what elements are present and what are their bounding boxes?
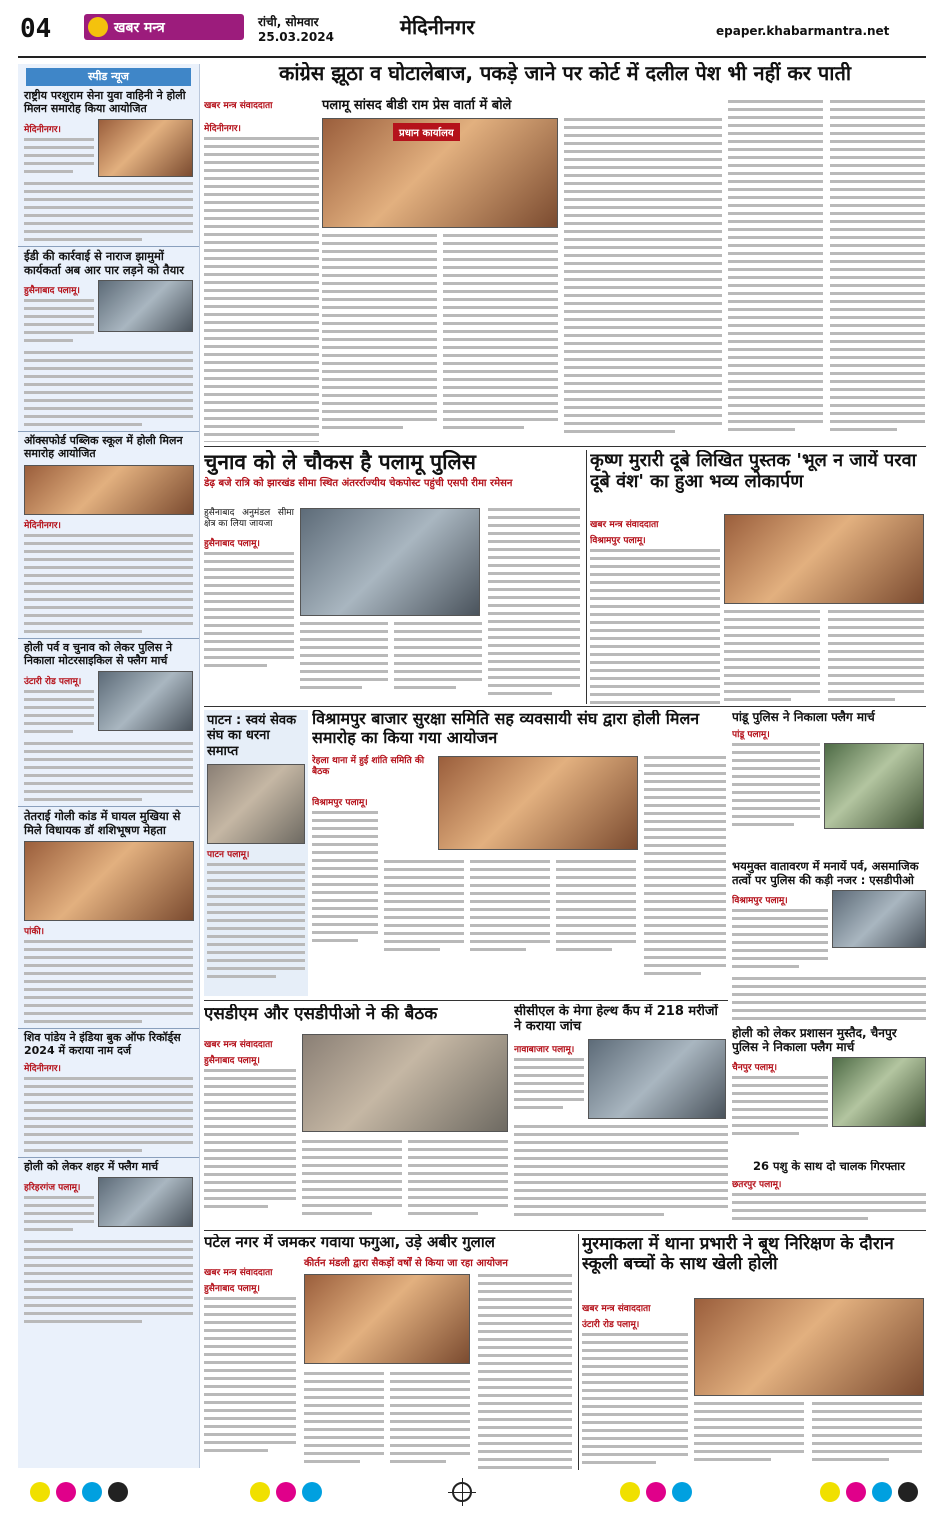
story-headline: कृष्ण मुरारी दूबे लिखित पुस्तक 'भूल न जायें परवा दूबे वंश' का हुआ भव्य लोकार्पण xyxy=(590,450,917,493)
article-text xyxy=(732,743,820,831)
story-dateline: उंटारी रोड पलामू। xyxy=(582,1320,640,1330)
story-dateline: विश्रामपुर पलामू। xyxy=(312,798,368,808)
masthead xyxy=(0,0,945,58)
masthead-rule xyxy=(18,56,926,58)
article-photo xyxy=(724,514,924,604)
brand-logo xyxy=(84,14,244,40)
article-text xyxy=(24,299,94,342)
story-headline: होली को लेकर प्रशासन मुस्तैद, चैनपुर पुलिस ने निकाला फ्लैग मार्च xyxy=(732,1026,897,1055)
story-headline: पटेल नगर में जमकर गवाया फगुआ, उड़े अबीर गुलाल xyxy=(204,1234,495,1251)
article-text xyxy=(470,860,550,956)
article-text xyxy=(394,622,482,694)
edition-name: मेदिनीनगर xyxy=(400,15,475,39)
column-divider xyxy=(586,450,587,704)
registration-dot xyxy=(250,1482,270,1502)
page-number: 04 xyxy=(20,14,52,44)
story-subhead: कीर्तन मंडली द्वारा सैकड़ों वर्षों से किया जा रहा आयोजन xyxy=(304,1258,508,1269)
story-headline: एसडीएम और एसडीपीओ ने की बैठक xyxy=(204,1004,438,1024)
article-photo xyxy=(588,1039,726,1119)
article-photo xyxy=(98,280,193,332)
story-dateline: हुसैनाबाद पलामू। xyxy=(204,1284,260,1294)
sidebar-story-headline: ईडी की कार्रवाई से नाराज झामुमों कार्यकर्ता अब आर पार लड़ने को तैयार xyxy=(24,248,184,277)
article-photo xyxy=(304,1274,470,1364)
story-kicker: रेहला थाना में हुई शांति समिति की बैठक xyxy=(312,756,425,777)
story-vishrampur-holi xyxy=(312,710,728,996)
article-text xyxy=(312,811,378,942)
story-sidebar-note: हुसैनाबाद अनुमंडल सीमा क्षेत्र का लिया जायजा xyxy=(204,508,294,529)
registration-dot xyxy=(56,1482,76,1502)
sidebar-story-headline: तेतराई गोली कांड में घायल मुखिया से मिले विधायक डॉ शशिभूषण मेहता xyxy=(24,808,181,837)
article-text xyxy=(24,1077,193,1152)
article-text xyxy=(514,1125,728,1216)
article-text xyxy=(732,977,926,1020)
article-photo xyxy=(300,508,480,616)
article-text xyxy=(302,1140,402,1220)
article-text xyxy=(24,534,193,633)
story-patan-dharna xyxy=(204,710,308,996)
registration-dot xyxy=(872,1482,892,1502)
lead-story xyxy=(204,96,724,442)
story-dateline: छतरपुर पलामू। xyxy=(732,1179,782,1190)
sidebar-story-4 xyxy=(18,638,199,801)
article-text xyxy=(204,1297,296,1452)
article-text xyxy=(24,690,94,733)
story-patel-nagar-phagua xyxy=(204,1234,574,1470)
sidebar-story-dateline: मेदिनीनगर। xyxy=(24,521,61,531)
sidebar-story-5 xyxy=(18,806,199,1023)
story-pandu-flag-march xyxy=(732,710,926,856)
website-url[interactable]: epaper.khabarmantra.net xyxy=(716,24,890,38)
article-text xyxy=(694,1402,804,1466)
story-dateline: नावाबाजार पलामू। xyxy=(514,1044,575,1055)
article-text xyxy=(408,1140,508,1220)
article-text xyxy=(24,742,193,801)
article-text xyxy=(556,860,636,956)
article-text xyxy=(390,1372,470,1468)
article-text xyxy=(582,1333,688,1464)
article-text xyxy=(478,1274,572,1470)
article-text xyxy=(724,610,820,704)
article-text xyxy=(488,508,580,700)
article-text xyxy=(204,137,319,442)
article-text xyxy=(384,860,464,956)
article-text xyxy=(644,756,726,980)
story-dateline: पांडू पलामू। xyxy=(732,730,770,741)
sidebar-story-headline: होली को लेकर शहर में फ्लैग मार्च xyxy=(24,1160,159,1173)
sidebar-story-6 xyxy=(18,1028,199,1152)
article-text xyxy=(24,351,193,426)
article-text xyxy=(590,549,720,704)
city-day: रांची, सोमवार xyxy=(258,15,319,29)
article-photo xyxy=(824,743,924,829)
story-byline: खबर मन्त्र संवाददाता xyxy=(582,1304,651,1314)
article-photo xyxy=(207,764,305,844)
registration-dot xyxy=(108,1482,128,1502)
article-text xyxy=(300,622,388,694)
story-chainpur-flag-march xyxy=(732,1026,926,1154)
story-headline: भयमुक्त वातावरण में मनायें पर्व, असमाजिक तत्वों पर पुलिस की कड़ी नजर : एसडीपीओ xyxy=(732,860,919,887)
article-text xyxy=(564,118,722,438)
issue-date: 25.03.2024 xyxy=(258,30,334,44)
lead-headline: कांग्रेस झूठा व घोटालेबाज, पकड़े जाने पर कोर्ट में दलील पेश भी नहीं कर पाती xyxy=(278,62,852,85)
story-dateline: चैनपुर पलामू। xyxy=(732,1063,777,1074)
story-headline: 26 पशु के साथ दो चालक गिरफ्तार xyxy=(753,1160,905,1173)
article-text xyxy=(828,610,924,704)
sidebar-story-headline: ऑक्सफोर्ड पब्लिक स्कूल में होली मिलन समारोह आयोजित xyxy=(24,434,183,461)
speed-news-sidebar xyxy=(18,64,200,1468)
registration-dot xyxy=(898,1482,918,1502)
story-headline: चुनाव को ले चौकस है पलामू पुलिस xyxy=(204,450,476,474)
article-text xyxy=(728,100,823,436)
registration-dot xyxy=(846,1482,866,1502)
story-headline: पाटन : स्वयं सेवक संघ का धरना समाप्त xyxy=(207,713,297,759)
story-dateline: पाटन पलामू। xyxy=(207,849,250,860)
story-sdpo-meeting xyxy=(732,860,926,1020)
story-headline: विश्रामपुर बाजार सुरक्षा समिति सह व्यवसायी संघ द्वारा होली मिलन समारोह का किया गया आयोजन xyxy=(312,710,700,747)
story-police-alert xyxy=(204,450,582,704)
story-subhead: डेढ़ बजे रात्रि को झारखंड सीमा स्थित अंतरर्राज्यीय चेकपोस्ट पहुंची एसपी रीमा रमेसन xyxy=(204,477,513,489)
sidebar-story-dateline: हरिहरगंज पलामू। xyxy=(24,1182,81,1193)
registration-dot xyxy=(820,1482,840,1502)
lead-subhead: पलामू सांसद बीडी राम प्रेस वार्ता में बोले xyxy=(322,98,512,113)
story-byline: खबर मन्त्र संवाददाता xyxy=(204,1040,273,1050)
sidebar-story-headline: शिव पांडेय ने इंडिया बुक ऑफ रिकॉर्ड्स 2024 में कराया नाम दर्ज xyxy=(24,1031,181,1058)
article-text xyxy=(732,1076,828,1135)
sidebar-story-dateline: मेदिनीनगर। xyxy=(24,1064,61,1074)
sidebar-story-dateline: पांकी। xyxy=(24,927,45,938)
brand-logo-icon xyxy=(88,17,108,37)
sidebar-story-2 xyxy=(18,246,199,426)
sidebar-story-1 xyxy=(18,90,199,241)
article-photo xyxy=(694,1298,924,1396)
brand-name: खबर मन्त्र xyxy=(114,20,165,36)
story-dateline: हुसैनाबाद पलामू। xyxy=(204,539,260,549)
registration-dot xyxy=(302,1482,322,1502)
registration-dot xyxy=(672,1482,692,1502)
article-text xyxy=(830,100,925,436)
registration-dot xyxy=(30,1482,50,1502)
article-text xyxy=(514,1058,584,1109)
article-photo xyxy=(302,1034,508,1132)
article-text xyxy=(732,909,828,968)
article-text xyxy=(443,234,558,434)
story-book-launch xyxy=(590,450,926,704)
article-text xyxy=(207,863,305,978)
masthead-dateline xyxy=(258,15,334,45)
article-photo xyxy=(438,756,638,850)
article-photo xyxy=(832,1057,926,1127)
section-divider xyxy=(204,1000,728,1001)
article-text xyxy=(24,182,193,241)
sidebar-story-headline: होली पर्व व चुनाव को लेकर पुलिस ने निकाला मोटरसाइकिल से फ्लैग मार्च xyxy=(24,641,173,667)
registration-dot xyxy=(620,1482,640,1502)
story-murmakala-holi xyxy=(582,1234,926,1470)
registration-dot xyxy=(646,1482,666,1502)
section-divider xyxy=(204,446,926,447)
section-divider xyxy=(204,1230,926,1231)
article-photo xyxy=(24,465,194,515)
sidebar-story-dateline: उंटारी रोड पलामू। xyxy=(24,676,82,687)
story-cattle-seizure xyxy=(732,1160,926,1226)
registration-dot xyxy=(276,1482,296,1502)
sidebar-story-7 xyxy=(18,1157,199,1323)
article-text xyxy=(204,552,294,667)
article-photo xyxy=(98,671,193,731)
lead-photo xyxy=(322,118,558,228)
lead-photo-caption: प्रधान कार्यालय xyxy=(393,123,460,141)
article-text xyxy=(322,234,437,434)
article-text xyxy=(304,1372,384,1468)
registration-crosshair-icon xyxy=(452,1482,472,1502)
article-photo xyxy=(832,890,926,948)
lead-headline-block xyxy=(204,62,926,92)
story-sdm-meeting xyxy=(204,1004,510,1226)
story-dateline: विश्रामपुर पलामू। xyxy=(590,536,646,546)
article-text xyxy=(24,940,193,1023)
article-text xyxy=(812,1402,922,1466)
story-byline: खबर मन्त्र संवाददाता xyxy=(590,520,659,530)
article-text xyxy=(732,1193,926,1220)
article-photo xyxy=(98,1177,193,1227)
lead-dateline: मेदिनीनगर। xyxy=(204,124,241,134)
speed-news-tag: स्पीड न्यूज xyxy=(26,68,191,86)
story-headline: पांडू पुलिस ने निकाला फ्लैग मार्च xyxy=(732,710,875,724)
story-headline: सीसीएल के मेगा हेल्थ कैंप में 218 मरीजों ने कराया जांच xyxy=(514,1004,718,1035)
sidebar-story-dateline: मेदिनीनगर। xyxy=(24,124,61,135)
story-dateline: विश्रामपुर पलामू। xyxy=(732,896,788,907)
sidebar-story-headline: राष्ट्रीय परशुराम सेना युवा वाहिनी ने होली मिलन समारोह किया आयोजित xyxy=(24,89,186,115)
article-text xyxy=(24,138,94,173)
story-byline: खबर मन्त्र संवाददाता xyxy=(204,1268,273,1278)
story-dateline: हुसैनाबाद पलामू। xyxy=(204,1056,260,1066)
print-registration-strip xyxy=(0,1476,945,1517)
lead-story-continued xyxy=(728,96,926,442)
article-text xyxy=(204,1069,296,1208)
story-headline: मुरमाकला में थाना प्रभारी ने बूथ निरिक्षण के दौरान स्कूली बच्चों के साथ खेली होली xyxy=(582,1234,894,1275)
sidebar-story-dateline: हुसैनाबाद पलामू। xyxy=(24,286,80,297)
lead-byline: खबर मन्त्र संवाददाता xyxy=(204,101,273,111)
article-photo xyxy=(98,119,193,177)
article-text xyxy=(24,1196,94,1231)
sidebar-story-3 xyxy=(18,431,199,633)
article-photo xyxy=(24,841,194,921)
registration-dot xyxy=(82,1482,102,1502)
story-ccl-health-camp xyxy=(514,1004,728,1226)
article-text xyxy=(24,1240,193,1323)
section-divider xyxy=(204,706,926,707)
column-divider xyxy=(578,1234,579,1470)
